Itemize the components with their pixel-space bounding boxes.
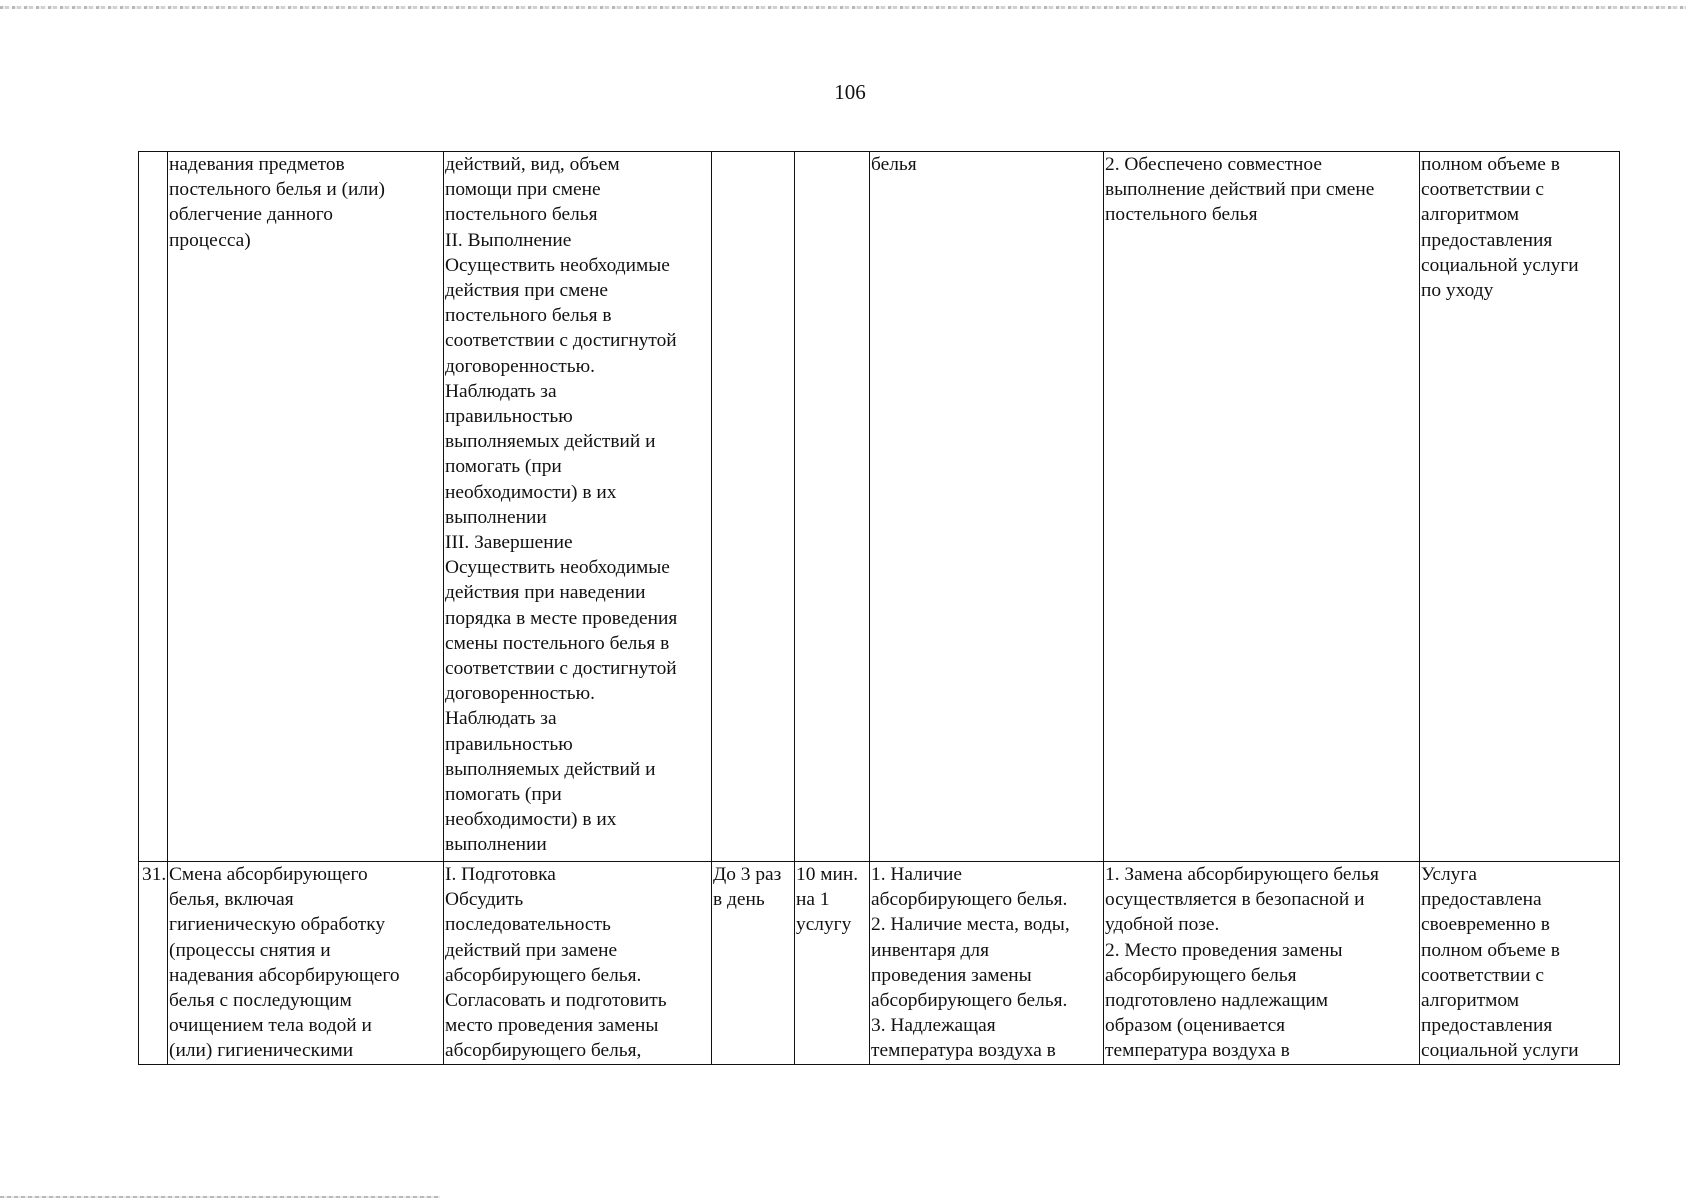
- cell-text-line: выполнении: [445, 506, 547, 528]
- cell-text-line: проведения замены: [871, 964, 1032, 986]
- cell-conditions: [870, 862, 1104, 1065]
- cell-text-line: процесса): [169, 229, 251, 251]
- cell-text-line: помощи при смене: [445, 179, 601, 201]
- table-row-31: [139, 862, 1620, 1065]
- cell-text-line: 3. Надлежащая: [871, 1015, 996, 1037]
- cell-duration: [795, 862, 870, 1065]
- cell-text-line: соответствии с: [1421, 179, 1545, 201]
- cell-text-line: 1. Наличие: [871, 864, 962, 885]
- cell-text-line: белья с последующим: [169, 990, 352, 1012]
- cell-text-line: очищением тела водой и: [169, 1015, 372, 1037]
- cell-text-line: I. Подготовка: [445, 864, 556, 885]
- cell-text-line: предоставлена: [1421, 889, 1542, 911]
- cell-text-line: Наблюдать за: [445, 380, 557, 402]
- cell-text-line: постельного белья и (или): [169, 179, 385, 201]
- cell-text-line: на 1: [796, 889, 830, 911]
- cell-text-line: правильностью: [445, 733, 573, 755]
- cell-text-line: действия при смене: [445, 280, 608, 302]
- cell-quality-indicators: [1104, 862, 1420, 1065]
- cell-text-line: действий, вид, объем: [445, 154, 620, 175]
- cell-text-line: Наблюдать за: [445, 708, 557, 730]
- cell-text-line: предоставления: [1421, 1015, 1553, 1037]
- cell-text-line: подготовлено надлежащим: [1105, 990, 1329, 1012]
- cell-text-line: правильностью: [445, 406, 573, 428]
- cell-text-line: (процессы снятия и: [169, 939, 331, 961]
- cell-text-line: 2. Наличие места, воды,: [871, 914, 1070, 936]
- cell-text-line: постельного белья: [1105, 204, 1258, 226]
- cell-text-line: полном объеме в: [1421, 154, 1560, 175]
- cell-text-line: белья, включая: [169, 889, 294, 911]
- scan-edge-bottom: [0, 1196, 440, 1198]
- cell-text-line: необходимости) в их: [445, 481, 617, 503]
- cell-number: 31.: [139, 862, 168, 1065]
- scan-edge-top: [0, 6, 1686, 9]
- cell-text-line: абсорбирующего белья,: [445, 1040, 642, 1062]
- cell-text-line: по уходу: [1421, 280, 1494, 302]
- cell-service-description: [444, 862, 712, 1065]
- cell-service-description: [444, 152, 712, 862]
- cell-text-line: гигиеническую обработку: [169, 914, 386, 936]
- cell-text-line: Осуществить необходимые: [445, 254, 670, 276]
- cell-text-line: Услуга: [1421, 864, 1477, 885]
- cell-text-line: своевременно в: [1421, 914, 1550, 936]
- cell-text-line: абсорбирующего белья.: [445, 964, 642, 986]
- cell-text-line: абсорбирующего белья.: [871, 889, 1068, 911]
- cell-text-line: соответствии с достигнутой: [445, 330, 677, 352]
- cell-text-line: договоренностью.: [445, 355, 595, 377]
- cell-frequency: [712, 862, 795, 1065]
- cell-text-line: порядка в месте проведения: [445, 607, 678, 629]
- cell-text-line: температура воздуха в: [871, 1040, 1056, 1062]
- cell-conditions: [870, 152, 1104, 862]
- cell-text-line: выполнении: [445, 834, 547, 856]
- page-number: 106: [834, 80, 866, 104]
- cell-text-line: помогать (при: [445, 784, 562, 806]
- cell-text-line: предоставления: [1421, 229, 1553, 251]
- cell-text-line: 2. Место проведения замены: [1105, 939, 1343, 961]
- cell-text-line: образом (оценивается: [1105, 1015, 1286, 1037]
- cell-text-line: договоренностью.: [445, 683, 595, 705]
- cell-text-line: осуществляется в безопасной и: [1105, 889, 1365, 911]
- cell-text-line: Согласовать и подготовить: [445, 990, 667, 1012]
- cell-text-line: абсорбирующего белья.: [871, 990, 1068, 1012]
- cell-text-line: инвентаря для: [871, 939, 990, 961]
- cell-text-line: 1. Замена абсорбирующего белья: [1105, 864, 1379, 885]
- cell-text-line: алгоритмом: [1421, 204, 1520, 226]
- cell-text-line: действий при замене: [445, 939, 618, 961]
- cell-frequency: [712, 152, 795, 862]
- cell-text-line: соответствии с достигнутой: [445, 658, 677, 680]
- cell-quality-indicators: [1104, 152, 1420, 862]
- cell-text-line: 10 мин.: [796, 864, 859, 885]
- cell-text-line: Осуществить необходимые: [445, 557, 670, 579]
- cell-text-line: температура воздуха в: [1105, 1040, 1290, 1062]
- cell-text-line: Смена абсорбирующего: [169, 864, 368, 885]
- table-row-continuation: [139, 152, 1620, 862]
- cell-text-line: выполняемых действий и: [445, 758, 656, 780]
- cell-text-line: абсорбирующего белья: [1105, 964, 1297, 986]
- cell-number: [139, 152, 168, 862]
- cell-text-line: облегчение данного: [169, 204, 333, 226]
- cell-text-line: полном объеме в: [1421, 939, 1560, 961]
- cell-text-line: соответствии с: [1421, 964, 1545, 986]
- cell-text-line: услугу: [796, 914, 852, 936]
- cell-text-line: в день: [713, 889, 765, 911]
- cell-text-line: выполняемых действий и: [445, 431, 656, 453]
- cell-text-line: постельного белья: [445, 204, 598, 226]
- cell-text-line: постельного белья в: [445, 305, 612, 327]
- cell-text-line: смены постельного белья в: [445, 632, 670, 654]
- cell-text-line: надевания предметов: [169, 154, 345, 175]
- cell-text-line: удобной позе.: [1105, 914, 1220, 936]
- cell-text-line: помогать (при: [445, 456, 562, 478]
- cell-text-line: последовательность: [445, 914, 611, 936]
- cell-text-line: III. Завершение: [445, 532, 573, 554]
- cell-text-line: социальной услуги: [1421, 1040, 1579, 1062]
- cell-evaluation: [1420, 862, 1620, 1065]
- cell-evaluation: [1420, 152, 1620, 862]
- cell-service-name: [168, 862, 444, 1065]
- service-standards-table: [138, 151, 1620, 1065]
- cell-text-line: алгоритмом: [1421, 990, 1520, 1012]
- cell-text-line: 2. Обеспечено совместное: [1105, 154, 1322, 175]
- cell-text-line: надевания абсорбирующего: [169, 964, 400, 986]
- cell-text-line: место проведения замены: [445, 1015, 659, 1037]
- cell-text-line: белья: [871, 154, 917, 175]
- cell-text-line: действия при наведении: [445, 582, 646, 604]
- cell-text-line: Обсудить: [445, 889, 524, 911]
- cell-text-line: II. Выполнение: [445, 229, 572, 251]
- cell-text-line: социальной услуги: [1421, 254, 1579, 276]
- cell-text-line: необходимости) в их: [445, 809, 617, 831]
- cell-duration: [795, 152, 870, 862]
- cell-text-line: До 3 раз: [713, 864, 782, 885]
- cell-text-line: выполнение действий при смене: [1105, 179, 1375, 201]
- cell-text-line: (или) гигиеническими: [169, 1040, 354, 1062]
- cell-service-name: [168, 152, 444, 862]
